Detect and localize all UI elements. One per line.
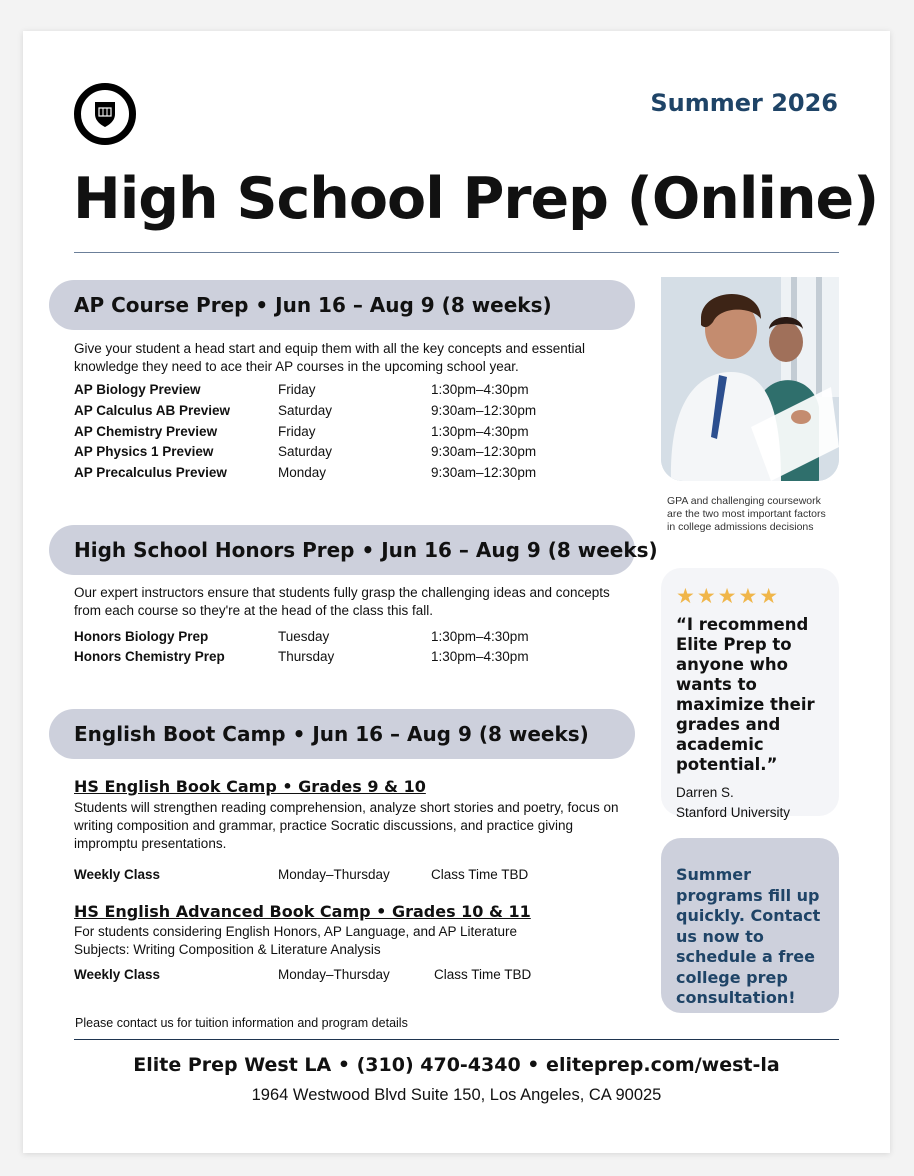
class-label: Weekly Class [74, 967, 161, 982]
ap-section-heading: AP Course Prep • Jun 16 – Aug 9 (8 weeks) [49, 280, 635, 330]
divider [74, 1039, 839, 1040]
shield-crest-icon [74, 83, 136, 145]
course-day: Thursday [278, 649, 335, 664]
class-time: Class Time TBD [434, 967, 532, 982]
course-name: AP Physics 1 Preview [74, 444, 214, 459]
cta-card: Summer programs fill up quickly. Contact us now to schedule a free college prep consultation! [661, 838, 839, 1013]
testimonial-quote: “I recommend Elite Prep to anyone who wants to maximize their grades and academic potential.” [676, 615, 815, 774]
english-camp1-title: HS English Book Camp • Grades 9 & 10 [74, 777, 426, 796]
class-days: Monday–Thursday [278, 867, 390, 882]
course-day: Friday [278, 424, 316, 439]
tuition-note: Please contact us for tuition information and program details [75, 1016, 408, 1030]
english-section-heading: English Boot Camp • Jun 16 – Aug 9 (8 weeks) [49, 709, 635, 759]
course-time: 9:30am–12:30pm [431, 465, 537, 480]
course-time: 1:30pm–4:30pm [431, 629, 529, 644]
season-label: Summer 2026 [650, 89, 838, 117]
class-days: Monday–Thursday [278, 967, 390, 982]
testimonial-author: Darren S. [676, 785, 734, 800]
course-day: Tuesday [278, 629, 330, 644]
course-time: 9:30am–12:30pm [431, 403, 537, 418]
course-name: Honors Chemistry Prep [74, 649, 225, 664]
course-time: 1:30pm–4:30pm [431, 649, 529, 664]
course-name: AP Precalculus Preview [74, 465, 227, 480]
course-time: 1:30pm–4:30pm [431, 424, 529, 439]
testimonial-card [661, 568, 839, 820]
flyer-page [23, 31, 890, 1153]
course-name: Honors Biology Prep [74, 629, 209, 644]
class-time: Class Time TBD [431, 867, 529, 882]
students-photo [661, 277, 839, 481]
testimonial-school: Stanford University [676, 805, 791, 820]
contact-info: Elite Prep West LA • (310) 470-4340 • eliteprep.com/west-la [133, 1054, 780, 1076]
photo-caption: GPA and challenging coursework are the two most important factors in college admissions decisions [667, 495, 826, 533]
course-name: AP Calculus AB Preview [74, 403, 231, 418]
page-title: High School Prep (Online) [73, 166, 879, 232]
course-day: Saturday [278, 444, 333, 459]
english-camp2-subjects: Subjects: Writing Composition & Literature Analysis [74, 942, 381, 957]
course-time: 1:30pm–4:30pm [431, 382, 529, 397]
course-day: Friday [278, 382, 316, 397]
star-rating: ★★★★★ [676, 585, 781, 608]
honors-section-heading: High School Honors Prep • Jun 16 – Aug 9 (8 weeks) [49, 525, 635, 575]
course-day: Monday [278, 465, 327, 480]
english-camp1-description: Students will strengthen reading comprehension, analyze short stories and poetry, focus on writing composition and grammar, practice Socratic discussions, and practice giving impromptu presentations. [74, 800, 619, 851]
address: 1964 Westwood Blvd Suite 150, Los Angeles, CA 90025 [251, 1086, 662, 1104]
english-camp2-audience: For students considering English Honors, AP Language, and AP Literature [74, 924, 518, 939]
course-name: AP Chemistry Preview [74, 424, 218, 439]
honors-description: Our expert instructors ensure that students fully grasp the challenging ideas and concepts from each course so they're at the head of the class this fall. [74, 585, 610, 618]
english-camp2-title: HS English Advanced Book Camp • Grades 10 & 11 [74, 902, 531, 921]
ap-description: Give your student a head start and equip them with all the key concepts and essential knowledge they need to ace their AP courses in the upcoming school year. [74, 341, 586, 374]
class-label: Weekly Class [74, 867, 161, 882]
course-time: 9:30am–12:30pm [431, 444, 537, 459]
course-day: Saturday [278, 403, 333, 418]
course-name: AP Biology Preview [74, 382, 201, 397]
divider [74, 252, 839, 253]
